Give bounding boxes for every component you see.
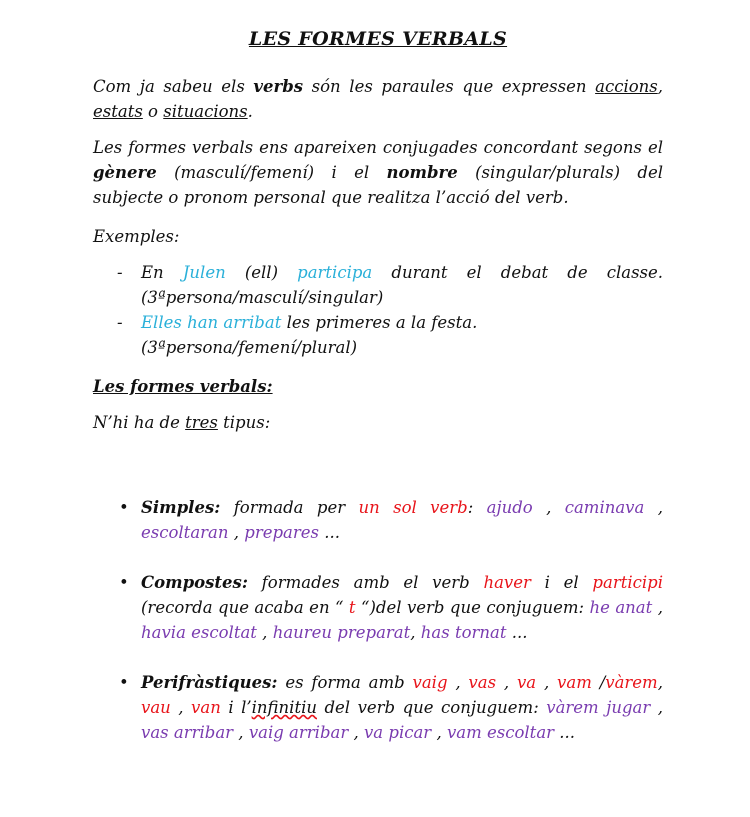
types-text: N’hi ha de: [93, 413, 186, 432]
dash-marker: -: [117, 263, 123, 282]
highlight-red: vau: [141, 698, 171, 717]
verbs-keyword: verbs: [253, 77, 304, 96]
section-heading: Les formes verbals:: [93, 377, 273, 396]
type-text: ,: [228, 523, 245, 542]
para-text: (singular/plurals) del subjecte o pronom personal que realitza l’acció del verb.: [93, 163, 663, 207]
type-text: ,: [256, 623, 273, 642]
intro-text: o: [142, 102, 164, 121]
dash-marker: -: [117, 313, 123, 332]
page-title: LES FORMES VERBALS: [248, 28, 508, 50]
type-text: i el: [530, 573, 593, 592]
example-verb-purple: has tornat: [420, 623, 507, 642]
type-text: ,: [652, 598, 663, 617]
type-text: ,: [650, 698, 663, 717]
type-text: :: [467, 498, 487, 517]
example-text: (ell): [225, 263, 298, 282]
para-text: (masculí/femení) i el: [156, 163, 387, 182]
type-text: ,: [170, 698, 192, 717]
type-text: (recorda que acaba en “: [141, 598, 349, 617]
type-text: formada per: [220, 498, 359, 517]
example-subject: Julen: [182, 263, 226, 282]
type-text: ,: [233, 723, 249, 742]
example-verb-purple: escoltaran: [141, 523, 229, 542]
intro-paragraph: [93, 74, 663, 124]
infinitiu-keyword: infinitiu: [251, 698, 317, 717]
intro-text: Com ja sabeu els: [93, 77, 254, 96]
type-label: Compostes:: [141, 573, 248, 592]
example-text: les primeres a la festa. (3ªpersona/femení/plural): [141, 313, 478, 357]
type-text: /: [591, 673, 606, 692]
examples-label: Exemples:: [93, 227, 180, 246]
example-item: [93, 260, 663, 310]
intro-text: .: [247, 102, 253, 121]
type-text: ,: [536, 673, 558, 692]
spacer: [93, 645, 663, 670]
type-text: ,: [431, 723, 447, 742]
type-simples: [93, 495, 663, 545]
types-intro: [93, 410, 663, 435]
highlight-red: haver: [483, 573, 531, 592]
para-text: Les formes verbals ens apareixen conjugades concordant segons el: [93, 138, 663, 157]
example-verb-purple: haureu preparat: [272, 623, 411, 642]
bullet-marker: •: [119, 498, 129, 517]
nombre-keyword: nombre: [386, 163, 458, 182]
type-text: ...: [319, 523, 340, 542]
example-verb-purple: prepares: [244, 523, 319, 542]
highlight-red: vas: [468, 673, 497, 692]
type-text: ...: [554, 723, 576, 742]
example-verb-purple: vas arribar: [141, 723, 234, 742]
type-text: ,: [532, 498, 565, 517]
type-compostes: [93, 570, 663, 645]
type-text: es forma amb: [277, 673, 413, 692]
estats-keyword: estats: [93, 102, 143, 121]
examples-list: [93, 260, 663, 360]
type-text: ,: [496, 673, 517, 692]
type-label: Perifràstiques:: [141, 673, 278, 692]
highlight-red: t: [348, 598, 356, 617]
highlight-red: vàrem: [605, 673, 658, 692]
example-verb-purple: vàrem jugar: [546, 698, 651, 717]
type-perifrastiques: [93, 670, 663, 745]
genere-keyword: gènere: [93, 163, 157, 182]
highlight-red: un sol verb: [358, 498, 468, 517]
highlight-red: van: [191, 698, 221, 717]
highlight-red: vaig: [412, 673, 448, 692]
example-verb-purple: havia escoltat: [141, 623, 257, 642]
example-verb-purple: va picar: [363, 723, 432, 742]
type-text: “)del verb que conjuguem:: [355, 598, 590, 617]
example-verb-purple: vaig arribar: [248, 723, 349, 742]
type-text: ,: [447, 673, 469, 692]
type-text: ...: [506, 623, 528, 642]
concordance-paragraph: [93, 135, 663, 210]
highlight-red: va: [516, 673, 537, 692]
spacer: [93, 545, 663, 570]
intro-text: ,: [657, 77, 663, 96]
accions-keyword: accions: [595, 77, 658, 96]
example-verb-purple: vam escoltar: [446, 723, 555, 742]
types-text: tipus:: [217, 413, 271, 432]
bullet-marker: •: [119, 573, 129, 592]
highlight-red: participi: [592, 573, 663, 592]
tres-keyword: tres: [185, 413, 218, 432]
example-verb-purple: ajudo: [486, 498, 533, 517]
type-text: ,: [410, 623, 421, 642]
example-verb-purple: caminava: [564, 498, 645, 517]
situacions-keyword: situacions: [163, 102, 248, 121]
type-text: ,: [657, 673, 663, 692]
intro-text: són les paraules que expressen: [303, 77, 596, 96]
type-text: del verb que conjuguem:: [316, 698, 547, 717]
example-text: En: [141, 263, 183, 282]
highlight-red: vam: [557, 673, 592, 692]
type-text: ,: [644, 498, 663, 517]
type-text: i l’: [220, 698, 252, 717]
type-text: formades amb el verb: [247, 573, 484, 592]
document-page: [93, 28, 663, 745]
example-text: durant el debat de classe. (3ªpersona/masculí/singular): [141, 263, 664, 307]
example-verb: participa: [297, 263, 373, 282]
type-text: ,: [348, 723, 364, 742]
example-item: [93, 310, 663, 360]
example-verb-purple: he anat: [589, 598, 653, 617]
type-label: Simples:: [141, 498, 221, 517]
bullet-marker: •: [119, 673, 129, 692]
example-subject-verb: Elles han arribat: [141, 313, 282, 332]
verb-types-list: [93, 495, 663, 745]
